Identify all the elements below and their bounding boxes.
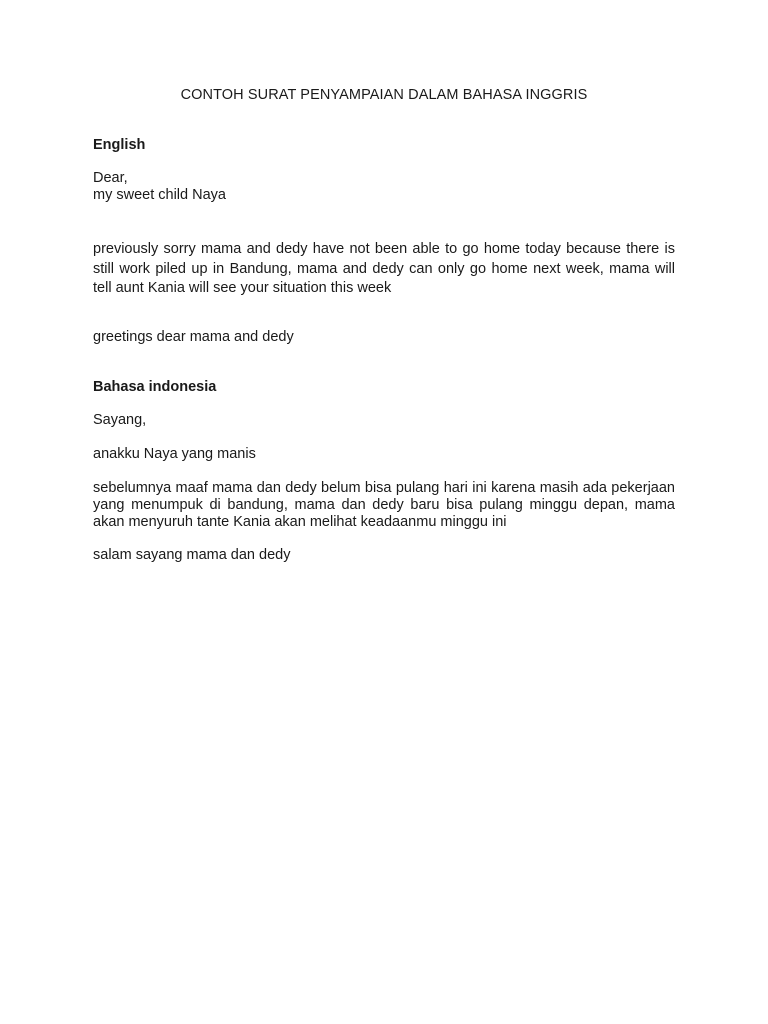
indonesian-heading: Bahasa indonesia — [93, 378, 217, 395]
english-body-paragraph: previously sorry mama and dedy have not been able to go home today because there is still work piled up in Bandung, mama and dedy can only go home next week, mama will tell aunt Kania will see your situation this week — [93, 241, 675, 296]
indonesian-body-paragraph: sebelumnya maaf mama dan dedy belum bisa pulang hari ini karena masih ada pekerjaan yang menumpuk di bandung, mama dan dedy baru bisa pulang minggu depan, mama akan menyuruh tante Kania akan melihat keadaanmu minggu ini — [93, 479, 675, 530]
english-closing: greetings dear mama and dedy — [93, 328, 294, 345]
english-salutation: Dear, — [93, 170, 128, 186]
document-title: CONTOH SURAT PENYAMPAIAN DALAM BAHASA INGGRIS — [180, 87, 588, 103]
english-addressee: my sweet child Naya — [93, 187, 226, 203]
indonesian-salutation: Sayang, — [93, 411, 147, 428]
indonesian-addressee: anakku Naya yang manis — [93, 445, 256, 462]
indonesian-closing: salam sayang mama dan dedy — [93, 546, 291, 563]
english-heading: English — [93, 137, 146, 153]
document-body — [93, 137, 675, 564]
